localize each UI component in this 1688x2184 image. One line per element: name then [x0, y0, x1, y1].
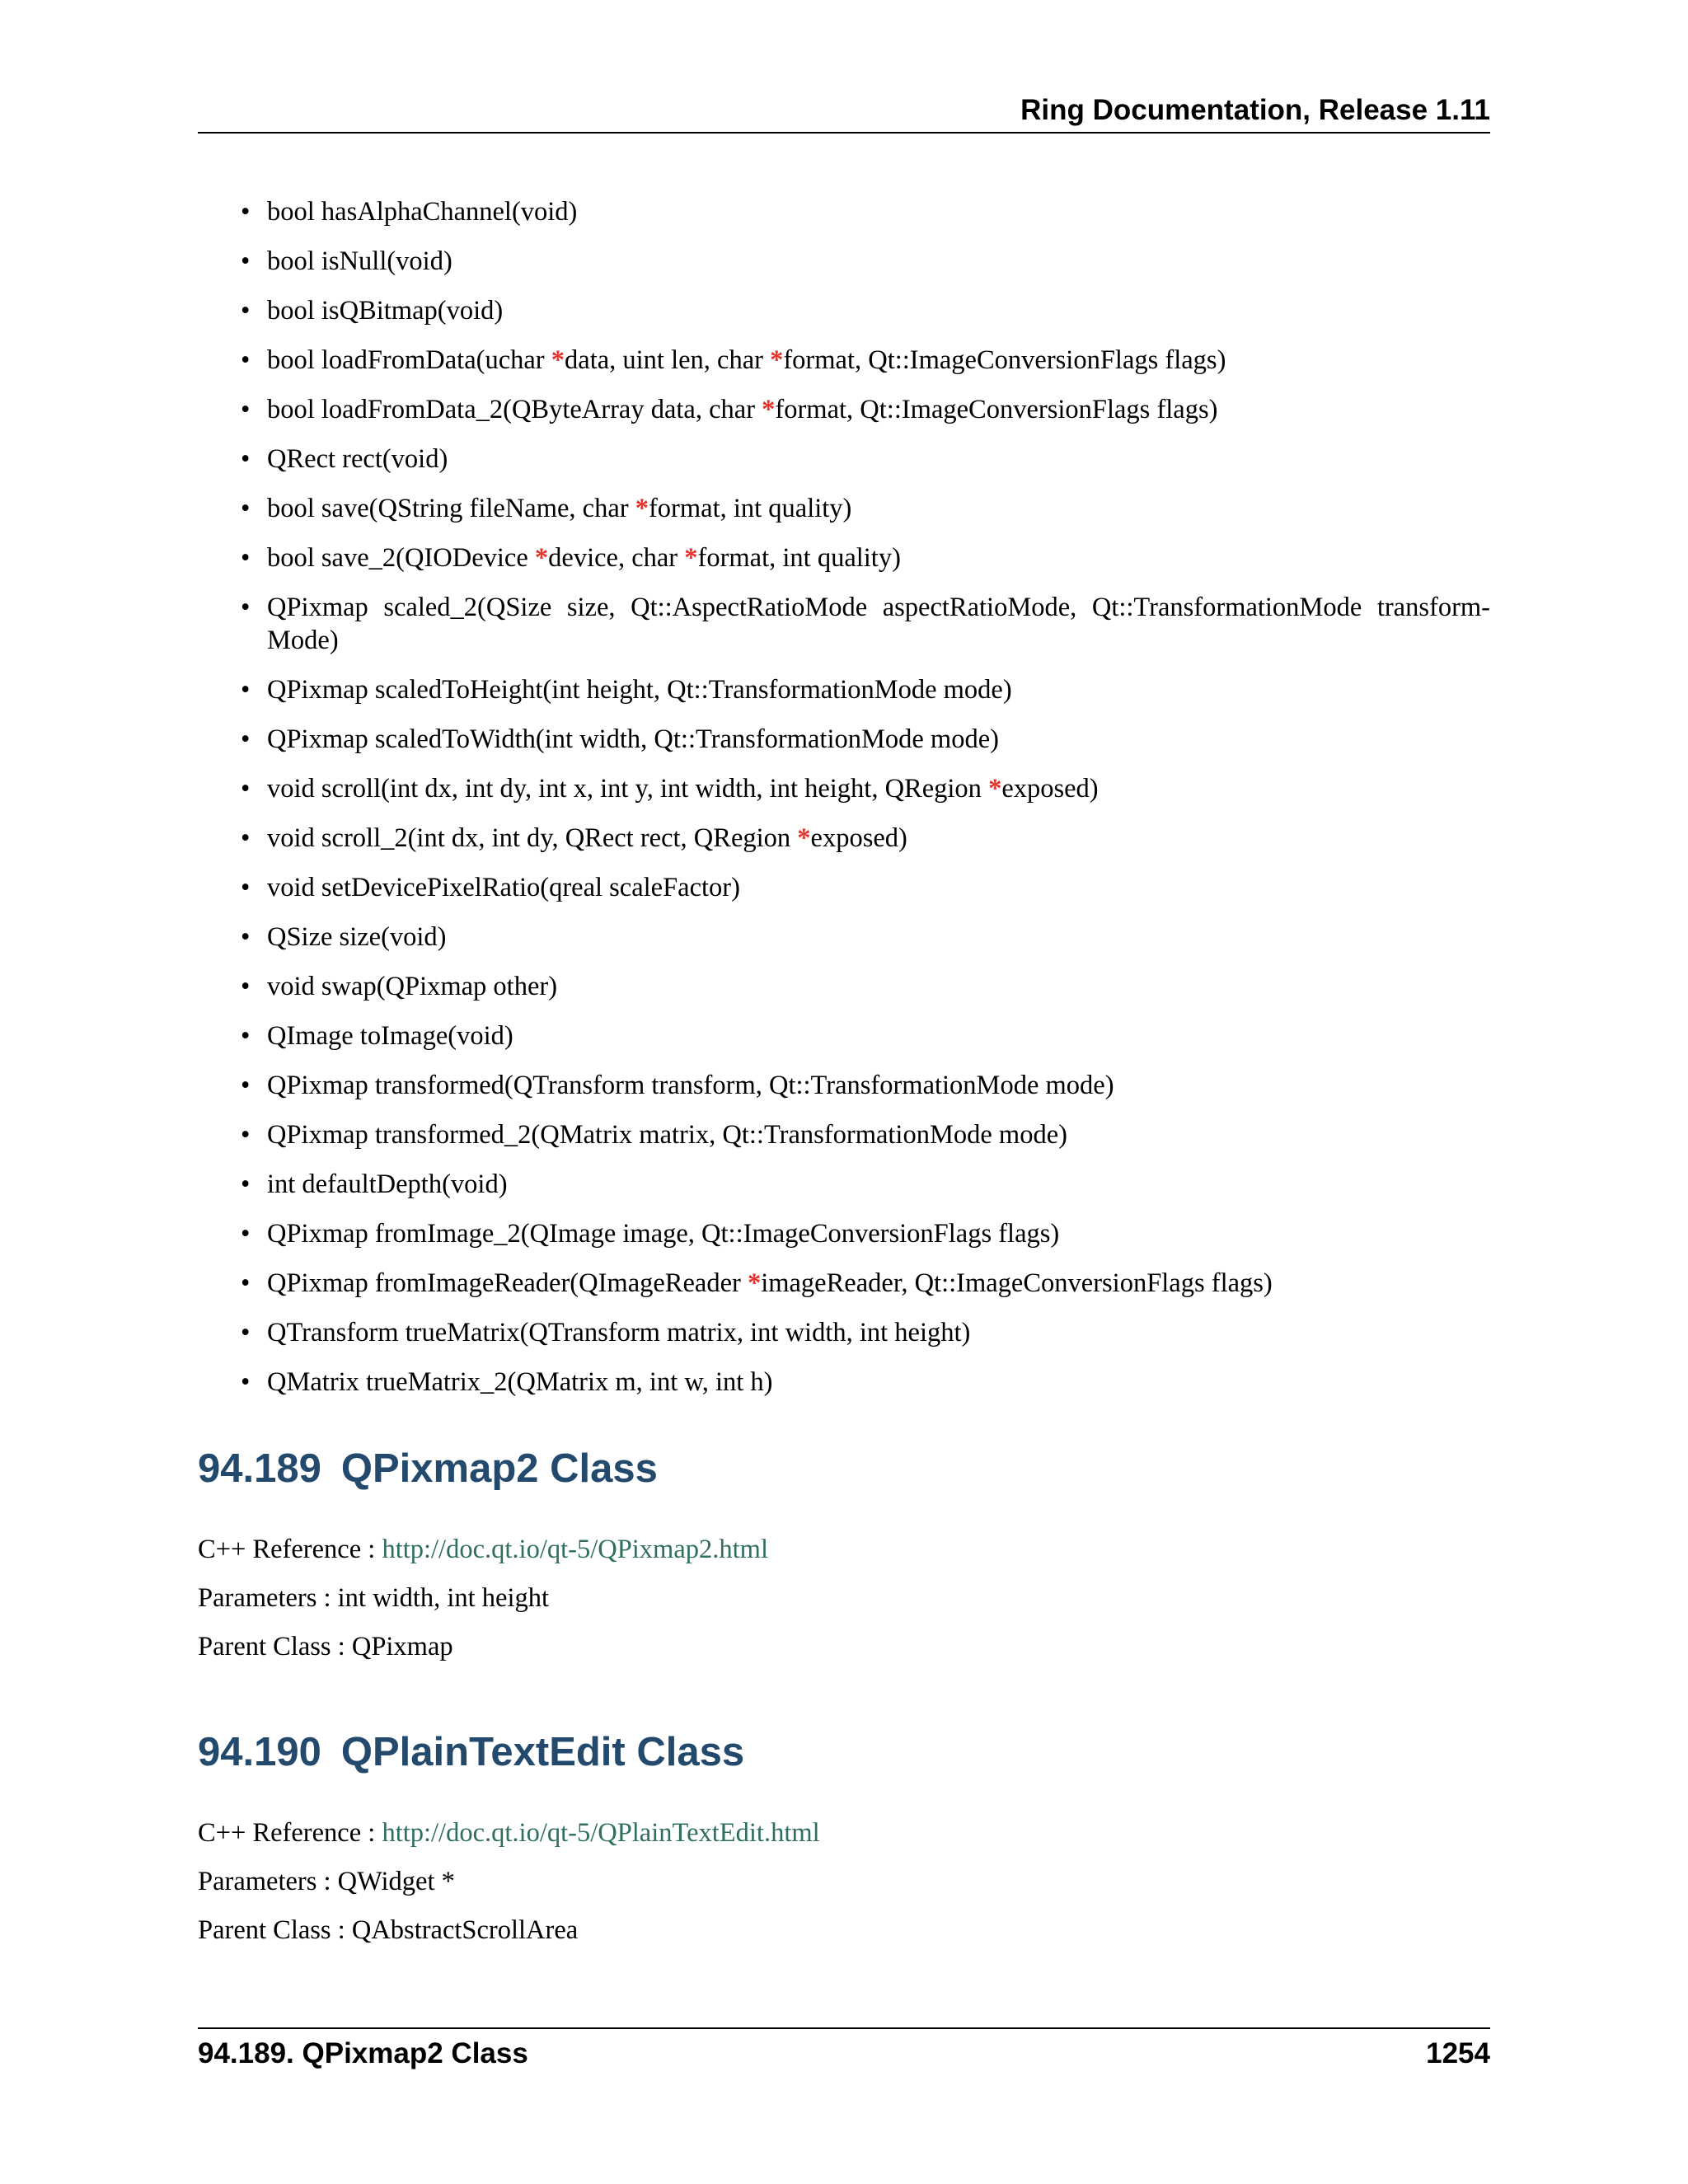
- method-text: QPixmap transformed(QTransform transform, Qt::TransformationMode mode): [267, 1071, 1114, 1100]
- cpp-reference-line: [198, 1816, 820, 1849]
- method-text: data, uint len, char: [565, 345, 771, 375]
- method-text: bool save(QString fileName, char: [267, 494, 635, 523]
- method-item: [198, 245, 1490, 278]
- method-text: QMatrix trueMatrix_2(QMatrix m, int w, int h): [267, 1367, 773, 1397]
- method-text: int defaultDepth(void): [267, 1169, 508, 1199]
- section-title: QPlainTextEdit Class: [340, 1730, 745, 1774]
- pointer-asterisk: *: [684, 543, 698, 573]
- method-text: bool loadFromData(uchar: [267, 345, 551, 375]
- method-text: exposed): [1001, 774, 1099, 804]
- method-item: [198, 393, 1490, 426]
- method-item: [198, 822, 1490, 855]
- method-item: [198, 723, 1490, 756]
- running-header: [198, 92, 1490, 134]
- section-number: 94.189: [198, 1446, 321, 1491]
- method-item: [198, 195, 1490, 228]
- method-text: format, int quality): [648, 494, 852, 523]
- method-item: [198, 1118, 1490, 1151]
- method-text: bool isQBitmap(void): [267, 296, 504, 326]
- method-item: [198, 1069, 1490, 1102]
- section-title: QPixmap2 Class: [340, 1446, 658, 1491]
- method-text: void scroll(int dx, int dy, int x, int y, int width, int height, QRegion: [267, 774, 989, 804]
- method-text: QPixmap fromImage_2(QImage image, Qt::ImageConversionFlags flags): [267, 1219, 1060, 1249]
- method-item: [198, 541, 1490, 574]
- method-text: imageReader, Qt::ImageConversionFlags flags): [761, 1268, 1273, 1298]
- parent-class-line: Parent Class : QPixmap: [198, 1632, 453, 1661]
- pointer-asterisk: *: [551, 345, 565, 375]
- page-number: 1254: [1426, 2037, 1490, 2069]
- method-list: [198, 195, 1490, 1415]
- method-text: QRect rect(void): [267, 444, 448, 474]
- method-item: [198, 1316, 1490, 1349]
- method-text: QPixmap scaledToWidth(int width, Qt::TransformationMode mode): [267, 724, 999, 754]
- method-text: device, char: [548, 543, 685, 573]
- footer-section-label: 94.189. QPixmap2 Class: [198, 2037, 528, 2069]
- method-text: exposed): [810, 823, 907, 853]
- pointer-asterisk: *: [762, 395, 776, 424]
- method-text: bool hasAlphaChannel(void): [267, 197, 578, 227]
- method-item: [198, 673, 1490, 706]
- method-text: void setDevicePixelRatio(qreal scaleFactor): [267, 873, 740, 902]
- document-title: Ring Documentation, Release 1.11: [1020, 94, 1490, 126]
- method-text: format, Qt::ImageConversionFlags flags): [783, 345, 1226, 375]
- cpp-reference-label: C++ Reference :: [198, 1535, 382, 1564]
- method-item: [198, 591, 1490, 657]
- pointer-asterisk: *: [988, 774, 1002, 804]
- method-text: bool loadFromData_2(QByteArray data, char: [267, 395, 762, 424]
- method-item: [198, 1267, 1490, 1300]
- pointer-asterisk: *: [797, 823, 811, 853]
- parent-class-line: Parent Class : QAbstractScrollArea: [198, 1915, 579, 1945]
- pointer-asterisk: *: [534, 543, 549, 573]
- parameters-line: Parameters : int width, int height: [198, 1583, 550, 1613]
- method-text: QTransform trueMatrix(QTransform matrix, int width, int height): [267, 1318, 971, 1347]
- method-item: [198, 1366, 1490, 1399]
- method-text: QPixmap scaledToHeight(int height, Qt::TransformationMode mode): [267, 675, 1012, 705]
- section-heading-qplaintextedit: [198, 1727, 744, 1777]
- method-item: [198, 294, 1490, 327]
- cpp-reference-link[interactable]: http://doc.qt.io/qt-5/QPlainTextEdit.html: [382, 1818, 820, 1848]
- method-text: QImage toImage(void): [267, 1021, 513, 1051]
- pointer-asterisk: *: [747, 1268, 762, 1298]
- cpp-reference-label: C++ Reference :: [198, 1818, 382, 1848]
- method-text: format, int quality): [697, 543, 901, 573]
- section-heading-qpixmap2: [198, 1444, 658, 1493]
- method-text: void scroll_2(int dx, int dy, QRect rect, QRegion: [267, 823, 798, 853]
- method-item: [198, 970, 1490, 1003]
- method-item: [198, 1217, 1490, 1250]
- cpp-reference-link[interactable]: http://doc.qt.io/qt-5/QPixmap2.html: [382, 1535, 768, 1564]
- method-item: [198, 871, 1490, 904]
- pointer-asterisk: *: [770, 345, 784, 375]
- method-text: bool isNull(void): [267, 246, 452, 276]
- method-item: [198, 921, 1490, 954]
- method-text: QPixmap scaled_2(QSize size, Qt::AspectRatioMode aspectRatioMode, Qt::TransformationMode transform-Mode): [267, 593, 1490, 655]
- cpp-reference-line: [198, 1533, 768, 1566]
- method-item: [198, 1168, 1490, 1201]
- method-item: [198, 344, 1490, 377]
- section-number: 94.190: [198, 1730, 321, 1774]
- method-item: [198, 772, 1490, 805]
- method-text: QPixmap fromImageReader(QImageReader: [267, 1268, 748, 1298]
- pointer-asterisk: *: [635, 494, 649, 523]
- method-item: [198, 492, 1490, 525]
- method-text: bool save_2(QIODevice: [267, 543, 535, 573]
- method-text: QSize size(void): [267, 922, 447, 952]
- method-item: [198, 1019, 1490, 1052]
- running-footer: [198, 2027, 1490, 2079]
- parameters-line: Parameters : QWidget *: [198, 1867, 455, 1896]
- method-text: format, Qt::ImageConversionFlags flags): [775, 395, 1218, 424]
- method-item: [198, 443, 1490, 476]
- method-text: QPixmap transformed_2(QMatrix matrix, Qt::TransformationMode mode): [267, 1120, 1067, 1150]
- method-text: void swap(QPixmap other): [267, 972, 558, 1001]
